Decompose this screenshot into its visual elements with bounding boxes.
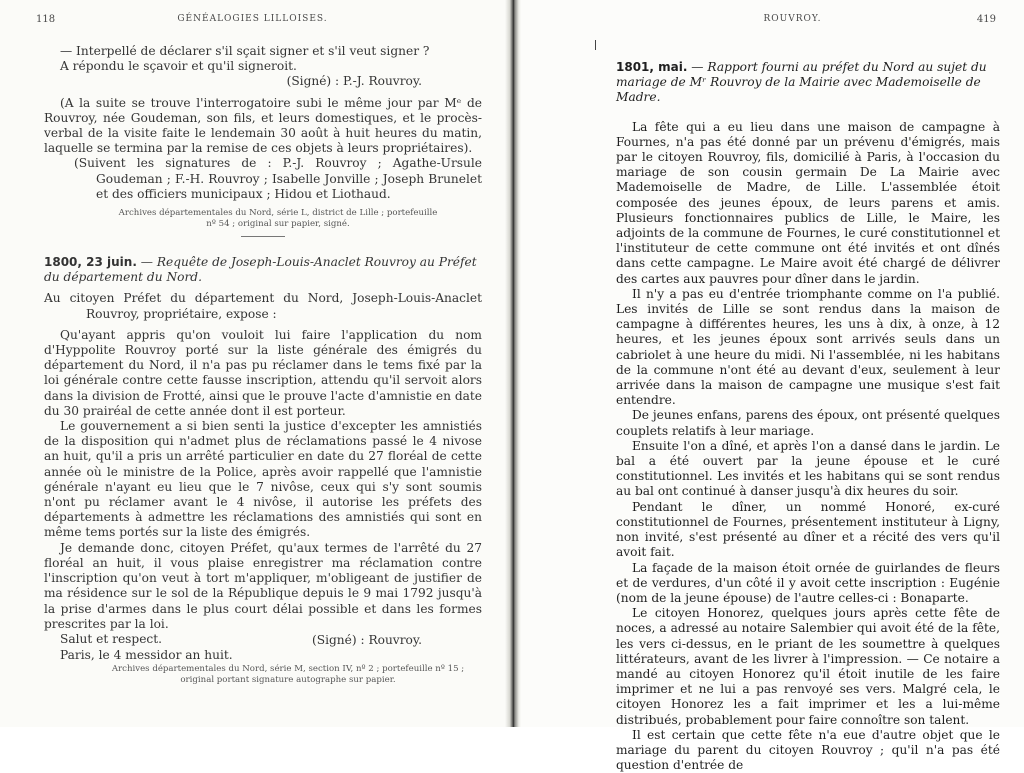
left-paragraph: Qu'ayant appris qu'on vouloit lui faire l'application du nom d'Hyppolite Rouvroy porté sur la liste générale des émigrés du département du Nord, il n'a pas pu réclamer dans le tems fixé par la loi générale contre cette fausse inscription, attendu qu'il servoit alors dans la division de Frotté, ainsi que le prouve l'acte d'amnistie en date du 30 prairéal de cette année dont il est porteur. [44, 327, 482, 418]
left-signature: (Signé) : P.-J. Rouvroy. [286, 74, 422, 89]
left-paragraph: (A la suite se trouve l'interrogatoire subi le même jour par Mᵉ de Rouvroy, née Goudeman, son fils, et leurs domestiques, et le procès-verbal de la visite faite le lendemain 30 août à huit heures du matin, laquelle se termina par la remise de ces objets à leurs propriétaires). [44, 95, 482, 156]
right-section-heading [616, 60, 1000, 106]
right-paragraph: La façade de la maison étoit ornée de guirlandes de fleurs et de verdures, d'un côté il y avoit cette inscription : Eugénie (nom de la jeune épouse) de l'autre celles-ci : Bonaparte. [616, 560, 1000, 605]
right-paragraph: Pendant le dîner, un nommé Honoré, ex-curé constitutionnel de Fournes, présentement instituteur à Ligny, non invité, s'est présenté au dîner et a récité des vers qu'il avoit fait. [616, 499, 1000, 560]
right-paragraph: De jeunes enfans, parens des époux, ont présenté quelques couplets relatifs à leur mariage. [616, 408, 1000, 438]
left-heading-desc: — Requête de Joseph-Louis-Anaclet Rouvroy au Préfet du département du Nord. [44, 255, 477, 285]
left-signature: (Signé) : Rouvroy. [311, 633, 422, 648]
left-archive-note: Archives départementales du Nord, série L, district de Lille ; portefeuille nº 54 ; original sur papier, signé. [118, 208, 438, 230]
left-page [0, 0, 505, 727]
left-running-title: GÉNÉALOGIES LILLOISES. [177, 14, 328, 24]
right-paragraph: Le citoyen Honorez, quelques jours après cette fête de noces, a adressé au notaire Salembier qui avoit été de la fête, les vers ci-dessus, en le priant de les soumettre à quelques littérateurs, avant de les livrer à l'impression. — Ce notaire a mandé au citoyen Honorez qu'il étoit inutile de les faire imprimer et ne lui a pas renvoyé ses vers. Malgré cela, le citoyen Honorez les a fait imprimer et les a lui-même distribués, probablement pour faire connoître son talent. [616, 606, 1000, 727]
section-rule [241, 236, 285, 237]
right-page-body [616, 60, 1000, 773]
right-paragraph: Ensuite l'on a dîné, et après l'on a dansé dans le jardin. Le bal a été ouvert par la jeune épouse et le curé constitutionnel. Les invités et les habitans qui se sont rendus au bal ont continué à danser jusqu'à dix heures du soir. [616, 438, 1000, 499]
margin-mark [595, 40, 596, 50]
right-paragraph: Il est certain que cette fête n'a eue d'autre objet que le mariage du parent du citoyen Rouvroy ; qu'il n'a pas été question d'entrée de [616, 727, 1000, 773]
left-paragraph: Paris, le 4 messidor an huit. [60, 648, 233, 663]
left-paragraph: A répondu le sçavoir et qu'il signeroit. [60, 59, 297, 74]
right-page [521, 0, 1024, 773]
right-running-title: ROUVROY. [763, 14, 822, 24]
right-heading-desc: — Rapport fourni au préfet du Nord au sujet du mariage de Mʳ Rouvroy de la Mairie avec Mademoiselle de Madre. [616, 60, 987, 105]
book-gutter [505, 0, 521, 727]
left-paragraph: (Suivent les signatures de : P.-J. Rouvroy ; Agathe-Ursule Goudeman ; F.-H. Rouvroy ; Isabelle Jonville ; Joseph Brunelet et des officiers municipaux ; Hidou et Liothaud. [74, 156, 482, 201]
left-page-number: 118 [36, 14, 56, 25]
right-running-head [521, 14, 1024, 30]
right-page-number: 419 [976, 14, 996, 25]
left-section-heading [44, 255, 482, 285]
right-heading-date: 1801, mai. [616, 60, 688, 74]
right-paragraph: Il n'y a pas eu d'entrée triomphante comme on l'a publié. Les invités de Lille se sont rendus dans la maison de campagne à différentes heures, les uns à dix, à onze, à 12 heures, et les jeunes époux sont arrivés seuls dans un cabriolet à une heure du midi. Ni l'assemblée, ni les habitans de la commune n'ont été au devant d'eux, seulement à leur arrivée dans la maison de campagne une musique s'est fait entendre. [616, 286, 1000, 408]
left-paragraph: Au citoyen Préfet du département du Nord, Joseph-Louis-Anaclet Rouvroy, propriétaire, expose : [44, 291, 482, 321]
left-paragraph: — Interpellé de déclarer s'il sçait signer et s'il veut signer ? [60, 44, 430, 58]
left-paragraph: Salut et respect. [60, 631, 163, 646]
left-paragraph: Le gouvernement a si bien senti la justice d'excepter les amnistiés de la disposition qui n'admet plus de réclamations passé le 4 nivose an huit, qu'il a pris un arrêté particulier en date du 27 floréal de cette année où le ministre de la Police, après avoir rappellé que l'amnistie générale n'ayant eu lieu que le 7 nivôse, ceux qui s'y sont soumis n'ont pu réclamer avant le 4 nivôse, il autorise les préfets des départements à admettre les réclamations des amnistiés qui sont en même tems portés sur la liste des émigrés. [44, 419, 482, 540]
left-running-head [0, 14, 505, 30]
right-paragraph: La fête qui a eu lieu dans une maison de campagne à Fournes, n'a pas été donné par un prévenu d'émigrés, mais par le citoyen Rouvroy, fils, domicilié à Paris, à l'occasion du mariage de son cousin germain De La Mairie avec Mademoiselle de Madre, de Lille. L'assemblée étoit composée des jeunes époux, de leurs parens et amis. Plusieurs fonctionnaires publics de Lille, le Maire, les adjoints de la commune de Fournes, le curé constitutionnel et l'instituteur de cette commune ont été invités et ont dînés dans cette campagne. Le Maire avoit été chargé de délivrer des cartes aux pauvres pour dîner dans le jardin. [616, 119, 1000, 286]
left-archive-note: Archives départementales du Nord, série M, section IV, nº 2 ; portefeuille nº 15 ; original portant signature autographe sur papier. [111, 663, 465, 685]
left-heading-date: 1800, 23 juin. [44, 255, 137, 270]
left-paragraph: Je demande donc, citoyen Préfet, qu'aux termes de l'arrêté du 27 floréal an huit, il vous plaise enregistrer ma réclamation contre l'inscription qu'on veut à tort m'appliquer, m'obligeant de justifier de ma résidence sur le sol de la République depuis le 9 mai 1792 jusqu'à la prise d'armes dans le plus court délai possible et dans les formes prescrites par la loi. [44, 540, 482, 631]
left-page-body [44, 44, 482, 686]
